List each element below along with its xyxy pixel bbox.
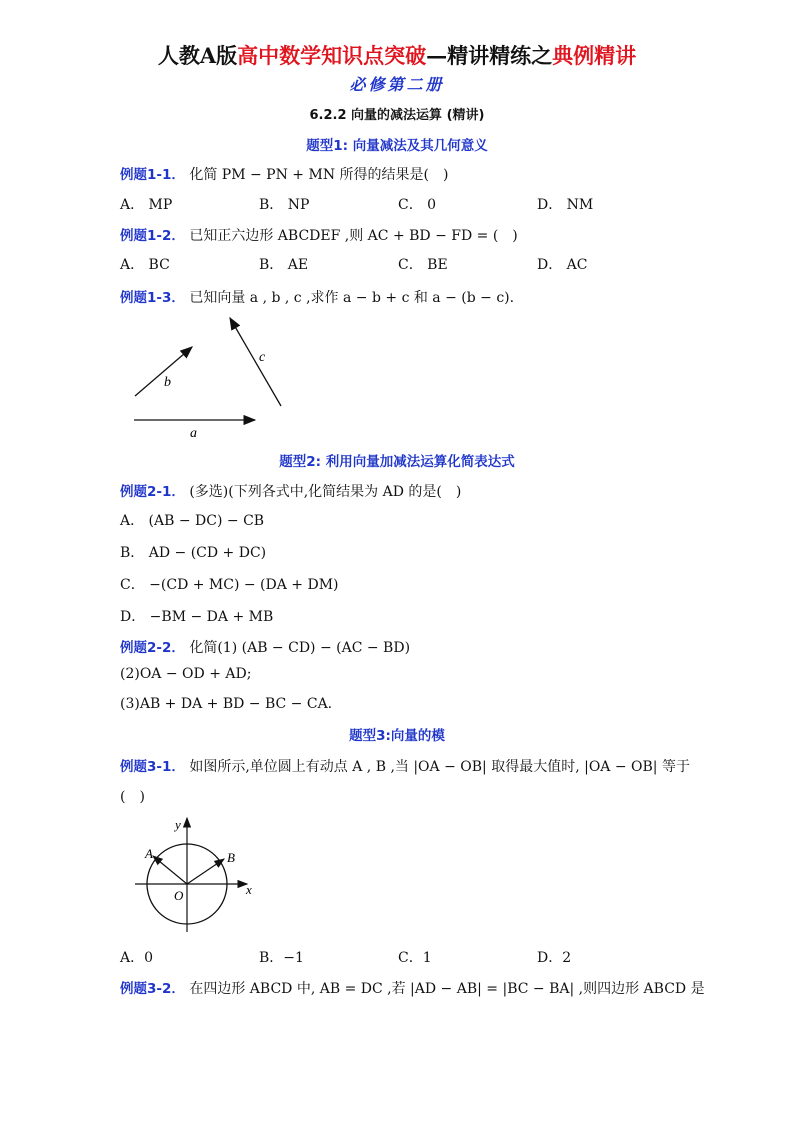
example-label: 例题1-1． [120, 167, 185, 183]
example-2-2 [120, 636, 410, 657]
question-text: 化简 PM − PN + MN 所得的结果是( ) [189, 167, 449, 183]
option-a: A． BC [120, 257, 170, 273]
example-1-3 [120, 286, 514, 307]
document-title: 人教A版高中数学知识点突破—精讲精练之典例精讲 [157, 43, 637, 68]
vector-oa-arrow [153, 856, 187, 884]
example-label: 例题3-2． [120, 981, 185, 997]
lesson-title: 6.2.2 向量的减法运算 (精讲) [309, 108, 485, 123]
option-a: A． MP [120, 197, 173, 213]
option-d: D． −BM − DA + MB [120, 609, 274, 625]
vector-b-label: b [164, 375, 171, 390]
question-part-1: 化简(1) (AB − CD) − (AC − BD) [189, 640, 411, 656]
vector-c-label: c [259, 350, 266, 365]
option-a: A． (AB − DC) − CB [120, 513, 265, 529]
example-3-1 [120, 755, 690, 776]
example-3-2 [120, 977, 705, 998]
origin-label: O [174, 888, 184, 903]
question-part-3: (3)AB + DA + BD − BC − CA. [120, 696, 333, 712]
option-d: D． AC [537, 257, 588, 273]
x-axis-label: x [246, 882, 252, 897]
vector-ob-arrow [187, 859, 224, 884]
example-label: 例题1-2． [120, 228, 185, 244]
vector-figure [120, 310, 300, 440]
point-a-label: A [145, 846, 153, 861]
example-label: 例题3-1． [120, 759, 185, 775]
option-b: B． AE [259, 257, 309, 273]
question-text: 已知正六边形 ABCDEF ,则 AC + BD − FD = ( ) [189, 228, 518, 244]
document-subtitle: 必修第二册 [349, 75, 445, 94]
example-2-1 [120, 480, 461, 501]
point-b-label: B [227, 850, 235, 865]
option-d: D． NM [537, 197, 594, 213]
example-label: 例题2-1． [120, 484, 185, 500]
example-label: 例题1-3． [120, 290, 185, 306]
option-b: B． NP [259, 197, 310, 213]
example-1-1 [120, 163, 448, 184]
option-a: A．0 [120, 950, 154, 966]
section-2-heading: 题型2: 利用向量加减法运算化简表达式 [279, 454, 515, 470]
section-3-heading: 题型3:向量的模 [349, 728, 445, 744]
vector-a-label: a [190, 426, 197, 440]
option-c: C． 0 [398, 197, 437, 213]
question-text: 已知向量 a , b , c ,求作 a − b + c 和 a − (b − c). [189, 290, 515, 306]
option-d: D．2 [537, 950, 572, 966]
option-c: C．1 [398, 950, 432, 966]
example-1-2 [120, 224, 518, 245]
example-label: 例题2-2． [120, 640, 185, 656]
option-b: B．−1 [259, 950, 304, 966]
question-text: 如图所示,单位圆上有动点 A , B ,当 |OA − OB| 取得最大值时, |OA − OB| 等于 [189, 759, 690, 775]
option-c: C． BE [398, 257, 448, 273]
question-text: 在四边形 ABCD 中, AB = DC ,若 |AD − AB| = |BC − BA| ,则四边形 ABCD 是 [189, 981, 705, 997]
question-part-2: (2)OA − OD + AD; [120, 666, 252, 682]
option-c: C． −(CD + MC) − (DA + DM) [120, 577, 339, 593]
vector-c-arrow [230, 318, 281, 406]
section-1-heading: 题型1: 向量减法及其几何意义 [306, 138, 488, 154]
question-continued: ( ) [120, 789, 145, 805]
y-axis-label: y [175, 817, 181, 832]
option-b: B． AD − (CD + DC) [120, 545, 267, 561]
question-text: (多选)(下列各式中,化简结果为 AD 的是( ) [189, 484, 462, 500]
unit-circle-figure [125, 812, 265, 937]
